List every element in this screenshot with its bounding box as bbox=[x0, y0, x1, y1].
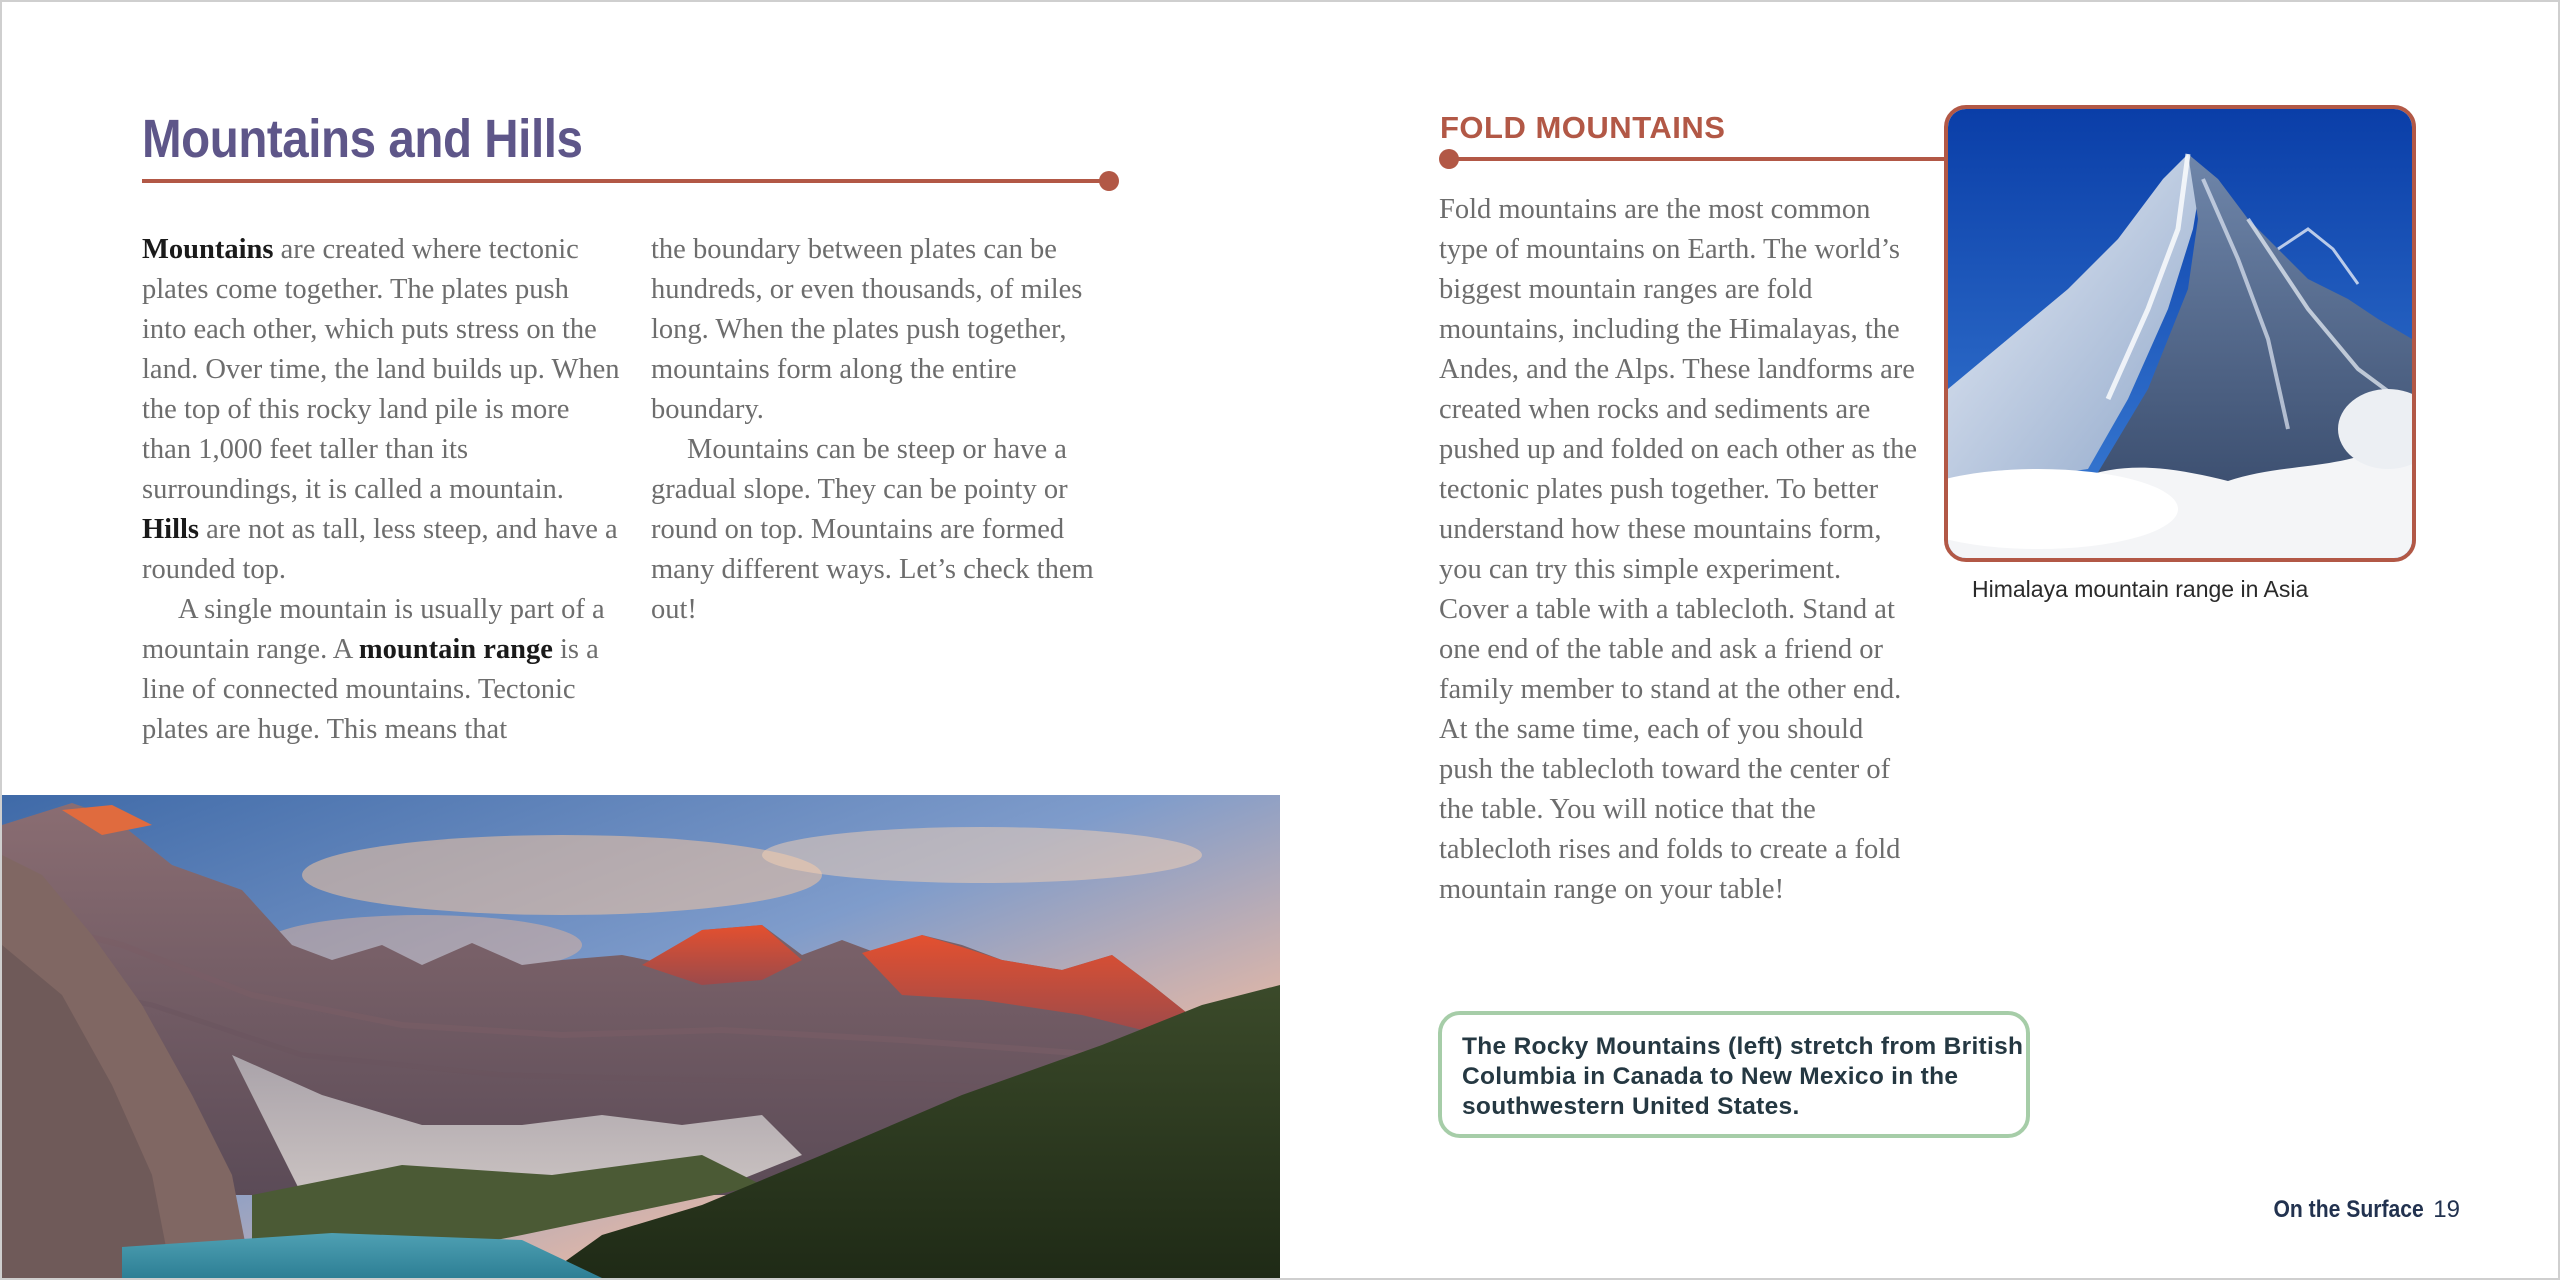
term-hills: Hills bbox=[142, 514, 200, 545]
callout-box bbox=[1438, 1011, 2030, 1138]
term-mountain-range: mountain range bbox=[358, 634, 553, 665]
title-underline-dot bbox=[1099, 171, 1119, 191]
heading-underline bbox=[1448, 157, 1946, 161]
body-column-3 bbox=[1439, 190, 1917, 910]
page-number: 19 bbox=[2433, 1196, 2460, 1223]
page-footer bbox=[2253, 1196, 2460, 1224]
rocky-mountains-photo bbox=[2, 795, 1280, 1278]
paragraph: Fold mountains are the most common type of mountains on Earth. The world’s biggest mountain ranges are fold mountains, including the Himalayas, the Andes, and the Alps. These landforms are created when rocks and sediments are pushed up and folded on each other as the tectonic plates push together. To better understand how these mountains form, you can try this simple experiment. Cover a table with a tablecloth. Stand at one end of the table and ask a friend or family member to stand at the other end. At the same time, each of you should push the tablecloth toward the center of the table. You will notice that the tablecloth rises and folds to create a fold mountain range on your table! bbox=[1439, 194, 1918, 905]
body-column-2 bbox=[651, 230, 1111, 630]
paragraph-text: are not as tall, less steep, and have a rounded top. bbox=[142, 514, 618, 585]
callout-text: The Rocky Mountains (left) stretch from British Columbia in Canada to New Mexico in the southwestern United States. bbox=[1462, 1033, 2024, 1120]
photo-caption: Himalaya mountain range in Asia bbox=[1972, 576, 2309, 602]
term-mountains: Mountains bbox=[142, 234, 274, 265]
himalaya-photo bbox=[1944, 105, 2416, 562]
paragraph bbox=[142, 230, 620, 590]
page-title: Mountains and Hills bbox=[142, 109, 583, 169]
footer-section-title: On the Surface bbox=[2273, 1196, 2424, 1223]
paragraph-text: are created where tectonic plates come together. The plates push into each other, which puts stress on the land. Over time, the land builds up. When the top of this rocky land pile is more than 1,000 feet taller than its surroundings, it is called a mountain. bbox=[142, 234, 620, 505]
paragraph bbox=[142, 590, 620, 750]
paragraph: Mountains can be steep or have a gradual slope. They can be pointy or round on top. Mountains are formed many different ways. Let’s check them out! bbox=[651, 434, 1094, 625]
section-heading: FOLD MOUNTAINS bbox=[1440, 110, 1726, 145]
body-column-1 bbox=[142, 230, 620, 750]
paragraph-text: is a line of connected mountains. Tectonic plates are huge. This means that bbox=[142, 634, 599, 745]
heading-underline-dot bbox=[1439, 149, 1459, 169]
title-underline bbox=[142, 179, 1110, 183]
paragraph: the boundary between plates can be hundreds, or even thousands, of miles long. When the plates push together, mountains form along the entire boundary. bbox=[651, 234, 1083, 425]
paragraph-text: A single mountain is usually part of a mountain range. A bbox=[142, 594, 605, 665]
